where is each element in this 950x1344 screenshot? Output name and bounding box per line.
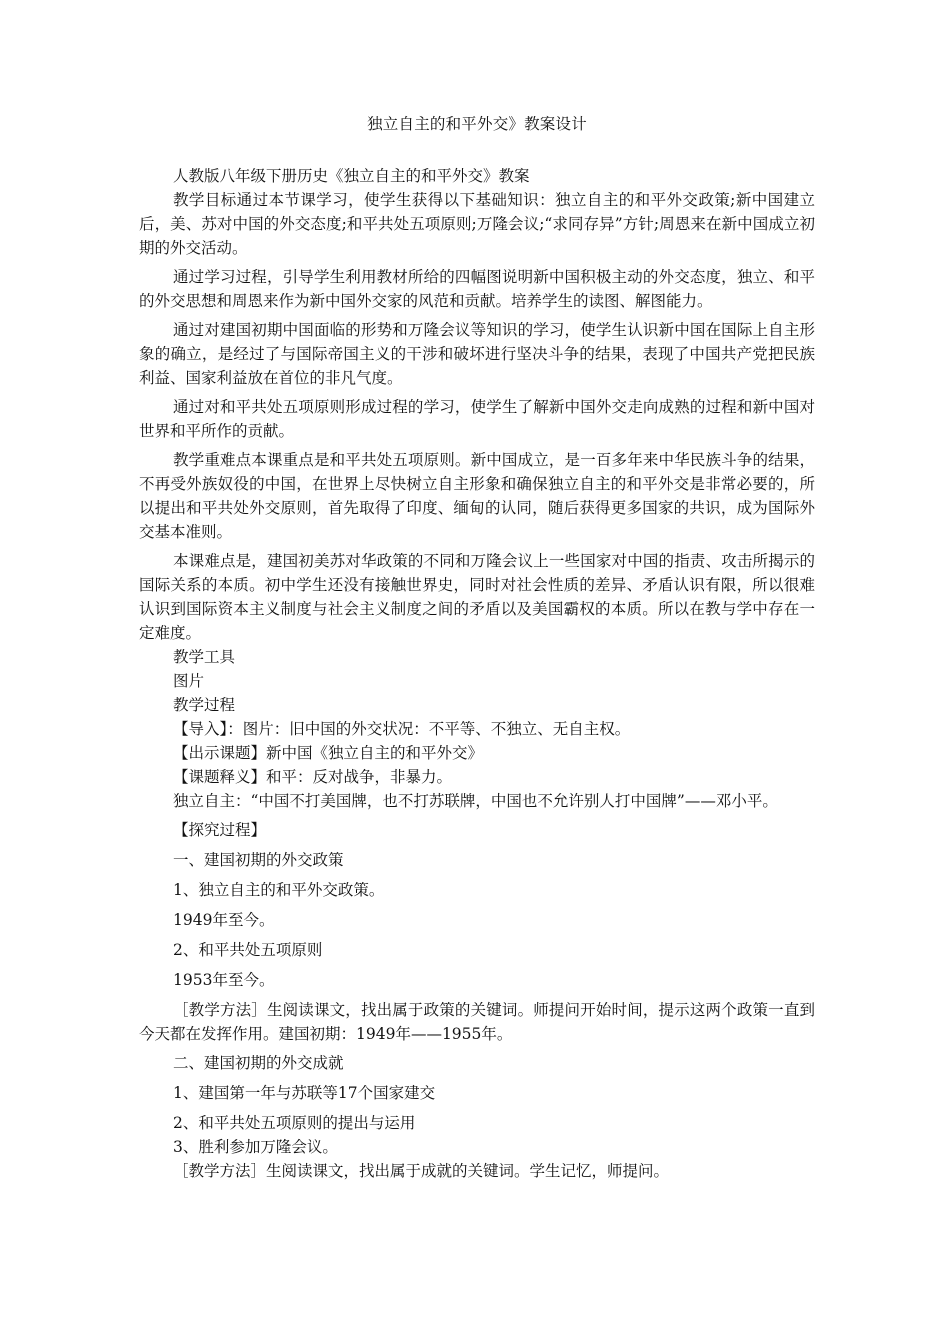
paragraph-method-two: ［教学方法］生阅读课文，找出属于成就的关键词。学生记忆，师提问。 (173, 1162, 670, 1180)
paragraph-difficulties: 本课难点是，建国初美苏对华政策的不同和万隆会议上一些国家对中国的指责、攻击所揭示的国际关系的本质。初中学生还没有接触世界史，同时对社会性质的差异、矛盾认识有限，所以很难认识到国际资本主义制度与社会主义制度之间的矛盾以及美国霸权的本质。所以在教与学中存在一定难度。 (139, 552, 815, 642)
document-title: 独立自主的和平外交》教案设计 (367, 115, 587, 133)
paragraph-tools-heading: 教学工具 (173, 648, 236, 666)
paragraph-achievement-two: 2、和平共处五项原则的提出与运用 (173, 1114, 416, 1132)
paragraph-lead-in: 【导入】：图片：旧中国的外交状况：不平等、不独立、无自主权。 (173, 720, 631, 738)
paragraph-policy-one: 1、独立自主的和平外交政策。 (173, 881, 385, 899)
paragraph-independence-quote: 独立自主：“中国不打美国牌，也不打苏联牌，中国也不允许别人打中国牌”——邓小平。 (173, 792, 778, 810)
paragraph-section-two: 二、建国初期的外交成就 (173, 1054, 344, 1072)
paragraph-topic: 【出示课题】新中国《独立自主的和平外交》 (173, 744, 484, 762)
paragraph-section-one: 一、建国初期的外交政策 (173, 851, 344, 869)
document-page (139, 112, 815, 1183)
paragraph-key-points: 教学重难点本课重点是和平共处五项原则。新中国成立，是一百多年来中华民族斗争的结果，不再受外族奴役的中国，在世界上尽快树立自主形象和确保独立自主的和平外交是非常必要的，所以提出和平共处外交原则，首先取得了印度、缅甸的认同，随后获得更多国家的共识，成为国际外交基本准则。 (139, 451, 815, 541)
paragraph-principles-goal: 通过对和平共处五项原则形成过程的学习，使学生了解新中国外交走向成熟的过程和新中国对世界和平所作的贡献。 (139, 398, 815, 440)
paragraph-policy-two-date: 1953年至今。 (173, 971, 275, 989)
paragraph-process-goal: 通过学习过程，引导学生利用教材所给的四幅图说明新中国积极主动的外交态度，独立、和平的外交思想和周恩来作为新中国外交家的风范和贡献。培养学生的读图、解图能力。 (139, 268, 815, 310)
paragraph-achievement-three: 3、胜利参加万隆会议。 (173, 1138, 338, 1156)
paragraph-policy-one-date: 1949年至今。 (173, 911, 275, 929)
paragraph-achievement-one: 1、建国第一年与苏联等17个国家建交 (173, 1084, 436, 1102)
paragraph-tools: 图片 (173, 672, 205, 690)
paragraph-topic-meaning: 【课题释义】和平：反对战争，非暴力。 (173, 768, 453, 786)
paragraph-policy-two: 2、和平共处五项原则 (173, 941, 323, 959)
paragraph-inquiry-heading: 【探究过程】 (173, 821, 267, 839)
paragraph-process-heading: 教学过程 (173, 696, 236, 714)
paragraph-method-one: ［教学方法］生阅读课文，找出属于政策的关键词。师提问开始时间，提示这两个政策一直到今天都在发挥作用。建国初期：1949年——1955年。 (139, 1001, 815, 1043)
paragraph-knowledge-goal: 通过对建国初期中国面临的形势和万隆会议等知识的学习，使学生认识新中国在国际上自主形象的确立，是经过了与国际帝国主义的干涉和破坏进行坚决斗争的结果，表现了中国共产党把民族利益、国家利益放在首位的非凡气度。 (139, 321, 815, 387)
paragraph-objectives: 教学目标通过本节课学习，使学生获得以下基础知识：独立自主的和平外交政策;新中国建立后，美、苏对中国的外交态度;和平共处五项原则;万隆会议;“求同存异”方针;周恩来在新中国成立初期的外交活动。 (139, 191, 815, 257)
paragraph-intro: 人教版八年级下册历史《独立自主的和平外交》教案 (173, 167, 530, 185)
